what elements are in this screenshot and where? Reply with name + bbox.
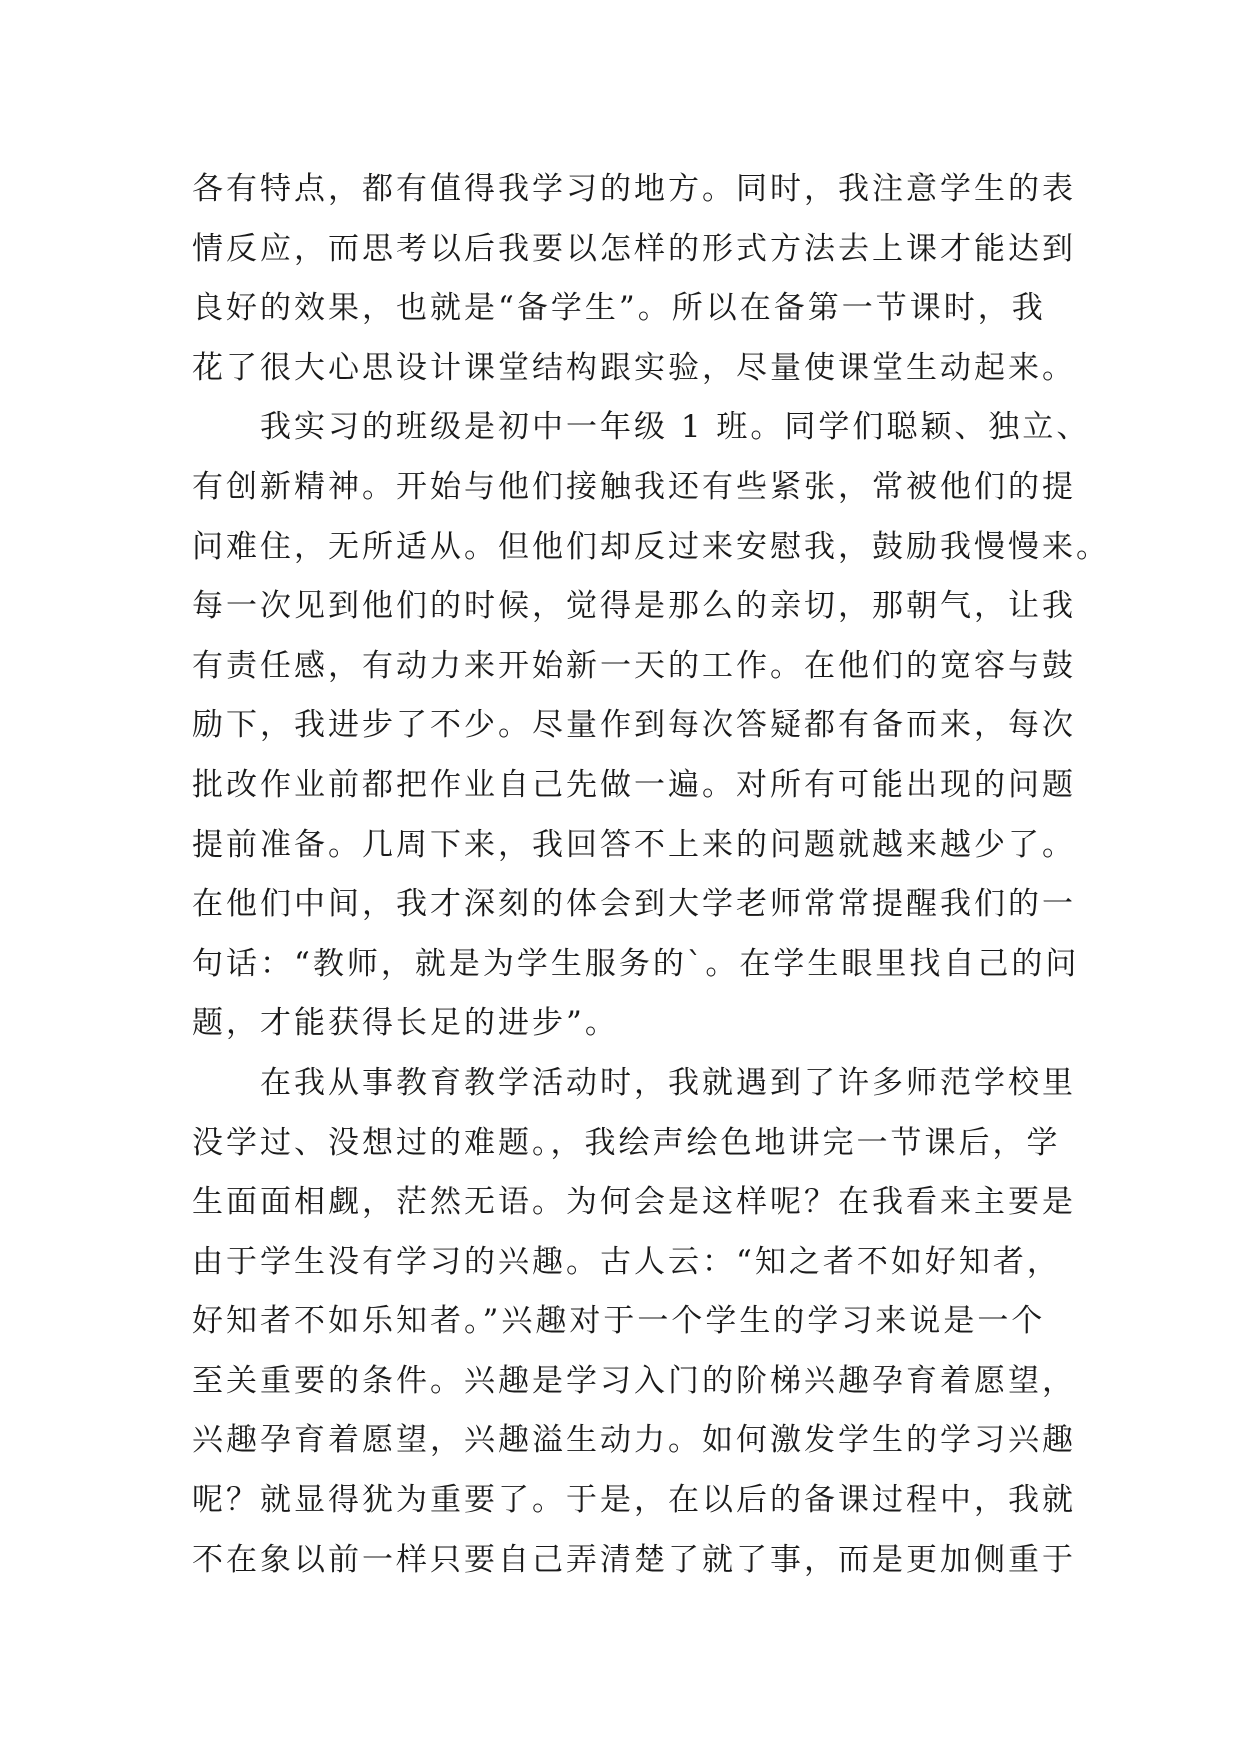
paragraph-start-line: 我实习的班级是初中一年级 1 班。同学们聪颖、独立、 [260, 409, 1091, 446]
text-line: 各有特点，都有值得我学习的地方。同时，我注意学生的表 [192, 171, 1076, 207]
text-line: 情反应，而思考以后我要以怎样的形式方法去上课才能达到 [192, 230, 1076, 267]
text-line: 好知者不如乐知者。”兴趣对于一个学生的学习来说是一个 [192, 1303, 1046, 1340]
text-line: 有创新精神。开始与他们接触我还有些紧张，常被他们的提 [192, 468, 1076, 505]
text-line: 句话：“教师，就是为学生服务的`。在学生眼里找自己的问 [192, 945, 1080, 982]
text-line: 题，才能获得长足的进步”。 [192, 1005, 619, 1042]
document-body [192, 160, 1110, 1590]
text-line: 至关重要的条件。兴趣是学习入门的阶梯兴趣孕育着愿望， [192, 1362, 1076, 1399]
text-line: 有责任感，有动力来开始新一天的工作。在他们的宽容与鼓 [192, 647, 1076, 684]
text-line: 由于学生没有学习的兴趣。古人云：“知之者不如好知者， [192, 1243, 1061, 1280]
text-line: 良好的效果，也就是“备学生”。所以在备第一节课时，我 [192, 290, 1046, 327]
text-line: 每一次见到他们的时候，觉得是那么的亲切，那朝气，让我 [192, 588, 1076, 625]
paragraph-start-line: 在我从事教育教学活动时，我就遇到了许多师范学校里 [260, 1064, 1076, 1101]
text-line: 花了很大心思设计课堂结构跟实验，尽量使课堂生动起来。 [192, 349, 1076, 386]
text-line: 没学过、没想过的难题。，我绘声绘色地讲完一节课后，学 [192, 1124, 1061, 1161]
text-line: 问难住，无所适从。但他们却反过来安慰我，鼓励我慢慢来。 [192, 528, 1110, 565]
text-line: 提前准备。几周下来，我回答不上来的问题就越来越少了。 [192, 826, 1076, 863]
text-line: 励下，我进步了不少。尽量作到每次答疑都有备而来，每次 [192, 707, 1076, 744]
text-line: 呢？就显得犹为重要了。于是，在以后的备课过程中，我就 [192, 1482, 1076, 1519]
text-line: 生面面相觑，茫然无语。为何会是这样呢？在我看来主要是 [192, 1184, 1076, 1221]
text-line: 兴趣孕育着愿望，兴趣溢生动力。如何激发学生的学习兴趣 [192, 1422, 1076, 1459]
text-line: 不在象以前一样只要自己弄清楚了就了事，而是更加侧重于 [192, 1541, 1076, 1578]
text-line: 在他们中间，我才深刻的体会到大学老师常常提醒我们的一 [192, 886, 1076, 923]
text-line: 批改作业前都把作业自己先做一遍。对所有可能出现的问题 [192, 766, 1076, 803]
